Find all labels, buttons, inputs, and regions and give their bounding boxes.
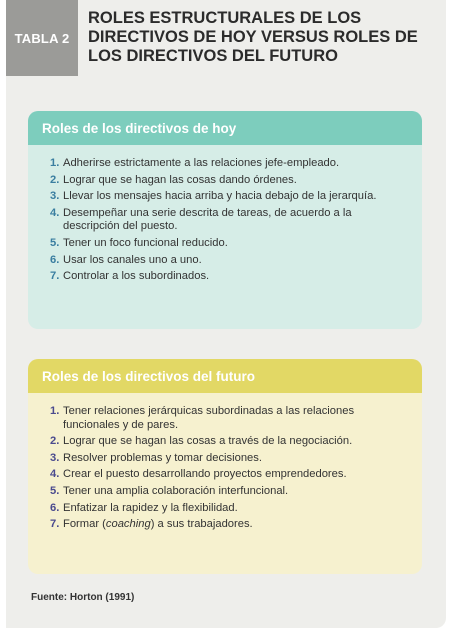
list-item	[50, 435, 408, 449]
table-panel	[6, 0, 446, 628]
table-title: ROLES ESTRUCTURALES DE LOS DIRECTIVOS DE HOY VERSUS ROLES DE LOS DIRECTIVOS DEL FUTURO	[88, 9, 418, 65]
item-text: Lograr que se hagan las cosas a través de la negociación.	[63, 435, 353, 448]
item-number: 5.	[50, 236, 60, 249]
item-number: 6.	[50, 253, 60, 266]
list-item	[50, 190, 408, 204]
item-text-start: Formar (	[63, 518, 106, 531]
item-number: 1.	[50, 405, 60, 417]
item-text: Tener un foco funcional reducido.	[63, 236, 228, 249]
future-roles-box	[28, 359, 422, 574]
today-roles-list	[28, 145, 422, 284]
list-item	[50, 518, 408, 532]
list-item	[50, 405, 408, 432]
item-number: 1.	[50, 157, 60, 169]
list-item	[50, 452, 408, 466]
list-item	[50, 157, 408, 171]
item-text: Enfatizar la rapidez y la flexibilidad.	[63, 501, 238, 514]
item-text-emphasis: coaching	[105, 518, 151, 531]
item-number: 7.	[50, 270, 60, 283]
item-text: Controlar a los subordinados.	[63, 270, 210, 283]
item-text-end: ) a sus trabajadores.	[150, 518, 253, 531]
item-text: Tener relaciones jerárquicas subordinadas a las relaciones funcionales y de pares.	[63, 405, 355, 431]
list-item	[50, 502, 408, 516]
item-number: 6.	[50, 501, 60, 514]
item-text: Tener una amplia colaboración interfuncional.	[63, 484, 289, 497]
table-number-tag: TABLA 2	[6, 0, 78, 76]
list-item	[50, 270, 408, 284]
today-roles-box	[28, 111, 422, 329]
item-number: 2.	[50, 173, 60, 186]
item-number: 3.	[50, 451, 60, 464]
list-item	[50, 237, 408, 251]
list-item	[50, 174, 408, 188]
item-number: 2.	[50, 435, 60, 448]
item-text: Lograr que se hagan las cosas dando órdenes.	[63, 173, 297, 186]
item-number: 3.	[50, 190, 60, 203]
item-number: 4.	[50, 206, 60, 219]
item-number: 7.	[50, 518, 60, 531]
item-number: 5.	[50, 484, 60, 497]
source-note: Fuente: Horton (1991)	[31, 592, 135, 603]
item-text: Crear el puesto desarrollando proyectos emprendedores.	[63, 468, 347, 481]
list-item	[50, 207, 408, 234]
item-text: Llevar los mensajes hacia arriba y hacia debajo de la jerarquía.	[63, 190, 377, 203]
list-item	[50, 468, 408, 482]
list-item	[50, 254, 408, 268]
future-roles-list	[28, 393, 422, 532]
item-number: 4.	[50, 468, 60, 481]
item-text: Adherirse estrictamente a las relaciones jefe-empleado.	[63, 157, 340, 169]
item-text: Desempeñar una serie descrita de tareas, de acuerdo a la descripción del puesto.	[63, 206, 352, 233]
list-item	[50, 485, 408, 499]
item-text: Resolver problemas y tomar decisiones.	[63, 451, 262, 464]
future-roles-heading: Roles de los directivos del futuro	[28, 359, 422, 393]
item-text	[63, 518, 408, 532]
today-roles-heading: Roles de los directivos de hoy	[28, 111, 422, 145]
item-text: Usar los canales uno a uno.	[63, 253, 202, 266]
